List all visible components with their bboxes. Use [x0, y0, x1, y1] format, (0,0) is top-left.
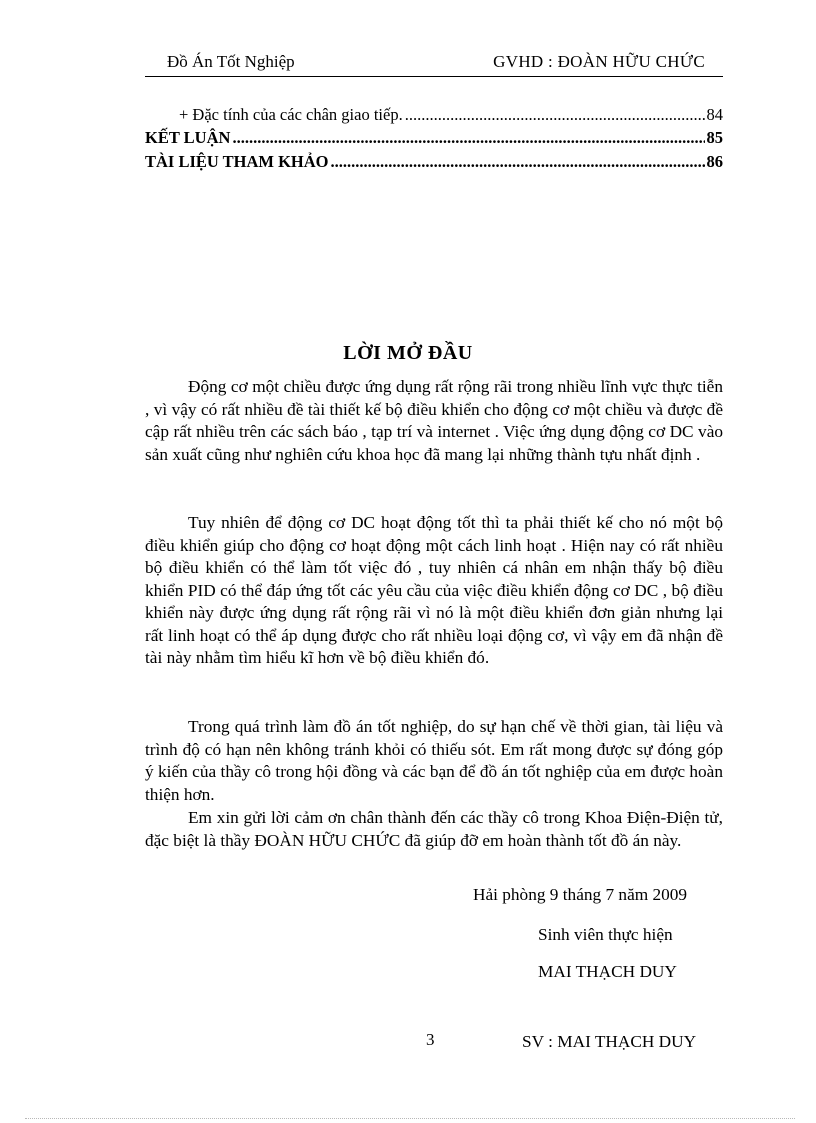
- body-paragraph-4: [145, 807, 723, 852]
- body-paragraph-2: [145, 512, 723, 670]
- section-title: LỜI MỞ ĐẦU: [343, 342, 473, 364]
- page-header: [145, 52, 723, 77]
- body-paragraph-1: [145, 376, 723, 466]
- toc-leader-dots: [405, 105, 705, 125]
- toc-entry-page: 86: [706, 152, 723, 171]
- page-number: 3: [426, 1030, 435, 1049]
- header-title: Đồ Án Tốt Nghiệp: [167, 52, 295, 71]
- page-bottom-divider: [25, 1118, 795, 1119]
- paragraph-text: Động cơ một chiều được ứng dụng rất rộng rãi trong nhiều lĩnh vực thực tiễn , vì vậy có rất nhiều đề tài thiết kế bộ điều khiển cho động cơ một chiều và được đề cập rất nhiều trên các sách báo , tạp trí và internet . Việc ứng dụng động cơ DC vào sản xuất cũng như nghiên cứu khoa học đã mang lại những thành tựu nhất định .: [145, 377, 723, 464]
- signature-role: Sinh viên thực hiện: [538, 925, 673, 944]
- toc-entry-label: KẾT LUẬN: [145, 128, 231, 147]
- toc-entry[interactable]: [145, 103, 723, 125]
- paragraph-text: Tuy nhiên để động cơ DC hoạt động tốt thì ta phải thiết kế cho nó một bộ điều khiển giúp cho động cơ hoạt động một cách linh hoạt . Hiện nay có rất nhiều bộ điều khiển có thể làm tốt việc đó , tuy nhiên cá nhân em nhận thấy bộ điều khiển PID có thể đáp ứng tốt các yêu cầu của việc điều khiển động cơ DC , bộ điều khiển này được ứng dụng rất rộng rãi vì nó là một điều khiển đơn giản nhưng lại rất linh hoạt có thể áp dụng được cho rất nhiều loại động cơ, vì vậy em đã nhận đề tài này nhằm tìm hiểu kĩ hơn về bộ điều khiển đó.: [145, 513, 723, 667]
- paragraph-text: Trong quá trình làm đồ án tốt nghiệp, do sự hạn chế về thời gian, tài liệu và trình độ có hạn nên không tránh khỏi có thiếu sót. Em rất mong được sự đóng góp ý kiến của thầy cô trong hội đồng và các bạn để đồ án tốt nghiệp của em được hoàn thiện hơn.: [145, 717, 723, 804]
- toc-leader-dots: [331, 152, 705, 172]
- toc-leader-dots: [232, 128, 704, 148]
- toc-entry[interactable]: [145, 126, 723, 148]
- toc-entry[interactable]: [145, 150, 723, 172]
- toc-entry-label: TÀI LIỆU THAM KHẢO: [145, 152, 329, 171]
- header-advisor: GVHD : ĐOÀN HỮU CHỨC: [493, 52, 705, 71]
- signature-date: Hải phòng 9 tháng 7 năm 2009: [473, 885, 688, 904]
- toc-entry-page: 85: [706, 128, 723, 147]
- footer-student: SV : MAI THẠCH DUY: [522, 1032, 697, 1051]
- signature-name: MAI THẠCH DUY: [538, 962, 677, 981]
- toc-entry-label: + Đặc tính của các chân giao tiếp.: [179, 105, 403, 124]
- toc-entry-page: 84: [706, 105, 723, 124]
- body-paragraph-3: [145, 716, 723, 806]
- paragraph-text: Em xin gửi lời cảm ơn chân thành đến các thầy cô trong Khoa Điện-Điện tử, đặc biệt là thầy ĐOÀN HỮU CHỨC đã giúp đỡ em hoàn thành tốt đồ án này.: [145, 808, 723, 850]
